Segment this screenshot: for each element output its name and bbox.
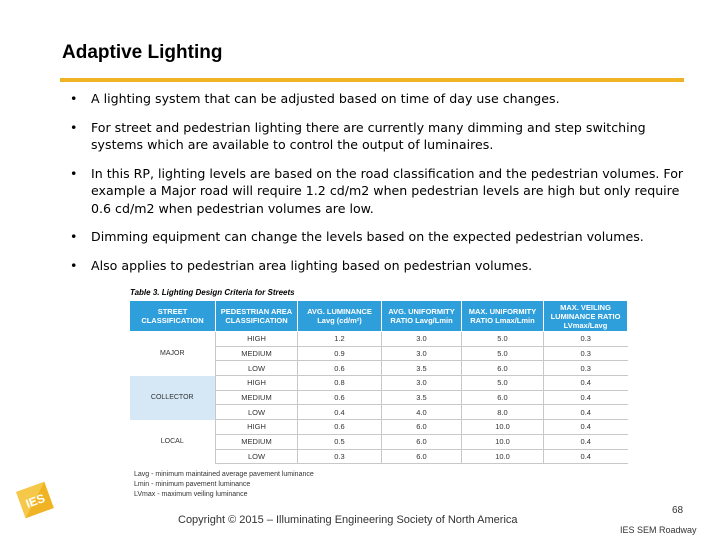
legend-line: Lavg - minimum maintained average pavement luminance — [134, 471, 314, 478]
course-label: IES SEM Roadway — [620, 525, 697, 535]
veil-cell: 0.3 — [544, 346, 628, 361]
table-row — [130, 420, 628, 435]
ped-cell: HIGH — [216, 376, 298, 391]
bullet-marker: • — [70, 119, 78, 135]
lum-cell: 0.6 — [298, 420, 382, 435]
ies-logo-icon — [14, 480, 56, 520]
lum-cell: 0.8 — [298, 376, 382, 391]
maxu-cell: 5.0 — [462, 376, 544, 391]
logo-text: IES — [23, 491, 47, 511]
avgu-cell: 3.5 — [382, 361, 462, 376]
veil-cell: 0.4 — [544, 376, 628, 391]
table-title: Table 3. Lighting Design Criteria for Streets — [130, 288, 295, 297]
street-class-cell: COLLECTOR — [130, 376, 216, 420]
veil-cell: 0.4 — [544, 434, 628, 449]
bullet-marker: • — [70, 91, 78, 106]
veil-cell: 0.4 — [544, 405, 628, 420]
bullet-marker: • — [70, 165, 78, 181]
ped-cell: LOW — [216, 449, 298, 464]
table-row — [130, 376, 628, 391]
ped-cell: MEDIUM — [216, 434, 298, 449]
copyright-text: Copyright © 2015 – Illuminating Engineering Society of North America — [178, 514, 518, 526]
veil-cell: 0.4 — [544, 449, 628, 464]
street-class-cell: LOCAL — [130, 420, 216, 464]
legend-line: LVmax - maximum veiling luminance — [134, 491, 248, 498]
avgu-cell: 3.0 — [382, 376, 462, 391]
page-number: 68 — [672, 505, 684, 516]
lighting-criteria-table — [129, 300, 628, 464]
header-max-veiling: MAX. VEILING LUMINANCE RATIO LVmax/Lavg — [544, 301, 628, 332]
avgu-cell: 3.0 — [382, 346, 462, 361]
avgu-cell: 3.0 — [382, 332, 462, 347]
avgu-cell: 6.0 — [382, 434, 462, 449]
lum-cell: 0.9 — [298, 346, 382, 361]
lum-cell: 0.5 — [298, 434, 382, 449]
lum-cell: 0.3 — [298, 449, 382, 464]
bullet-text: Dimming equipment can change the levels based on the expected pedestrian volumes. — [91, 229, 644, 244]
bullet-item — [68, 119, 688, 154]
bullet-item — [68, 90, 688, 108]
ped-cell: HIGH — [216, 420, 298, 435]
ped-cell: MEDIUM — [216, 346, 298, 361]
maxu-cell: 5.0 — [462, 332, 544, 347]
table-row — [130, 332, 628, 347]
bullet-text: For street and pedestrian lighting there are currently many dimming and step switching systems which are available to control the output of luminaires. — [91, 119, 646, 152]
avgu-cell: 6.0 — [382, 449, 462, 464]
bullet-text: In this RP, lighting levels are based on the road classification and the pedestrian volumes. For example a Major road will require 1.2 cd/m2 when pedestrian levels are high but only require 0.6 cd/m2 when pedestrian volumes are low. — [91, 165, 684, 216]
veil-cell: 0.3 — [544, 361, 628, 376]
bullet-text: A lighting system that can be adjusted based on time of day use changes. — [91, 91, 560, 106]
bullet-text: Also applies to pedestrian area lighting based on pedestrian volumes. — [91, 257, 533, 273]
lum-cell: 1.2 — [298, 332, 382, 347]
header-max-uniformity: MAX. UNIFORMITY RATIO Lmax/Lmin — [462, 301, 544, 332]
maxu-cell: 8.0 — [462, 405, 544, 420]
lum-cell: 0.6 — [298, 390, 382, 405]
maxu-cell: 6.0 — [462, 361, 544, 376]
ped-cell: HIGH — [216, 332, 298, 347]
bullet-list — [68, 90, 688, 285]
title-divider — [60, 78, 684, 82]
avgu-cell: 6.0 — [382, 420, 462, 435]
header-avg-luminance: AVG. LUMINANCE Lavg (cd/m²) — [298, 301, 382, 332]
bullet-item — [68, 257, 688, 275]
slide-title: Adaptive Lighting — [62, 42, 223, 63]
table-legend — [134, 470, 314, 500]
veil-cell: 0.4 — [544, 390, 628, 405]
avgu-cell: 4.0 — [382, 405, 462, 420]
veil-cell: 0.4 — [544, 420, 628, 435]
maxu-cell: 10.0 — [462, 449, 544, 464]
table-header-row — [130, 301, 628, 332]
maxu-cell: 10.0 — [462, 434, 544, 449]
ped-cell: LOW — [216, 405, 298, 420]
header-pedestrian-area: PEDESTRIAN AREA CLASSIFICATION — [216, 301, 298, 332]
bullet-item — [68, 165, 688, 218]
bullet-item — [68, 228, 688, 246]
lum-cell: 0.6 — [298, 361, 382, 376]
ped-cell: MEDIUM — [216, 390, 298, 405]
maxu-cell: 6.0 — [462, 390, 544, 405]
maxu-cell: 10.0 — [462, 420, 544, 435]
legend-line: Lmin - minimum pavement luminance — [134, 481, 251, 488]
bullet-marker: • — [70, 257, 78, 273]
header-avg-uniformity: AVG. UNIFORMITY RATIO Lavg/Lmin — [382, 301, 462, 332]
maxu-cell: 5.0 — [462, 346, 544, 361]
avgu-cell: 3.5 — [382, 390, 462, 405]
bullet-marker: • — [70, 229, 78, 244]
header-street-classification: STREET CLASSIFICATION — [130, 301, 216, 332]
lum-cell: 0.4 — [298, 405, 382, 420]
veil-cell: 0.3 — [544, 332, 628, 347]
street-class-cell: MAJOR — [130, 332, 216, 376]
ped-cell: LOW — [216, 361, 298, 376]
